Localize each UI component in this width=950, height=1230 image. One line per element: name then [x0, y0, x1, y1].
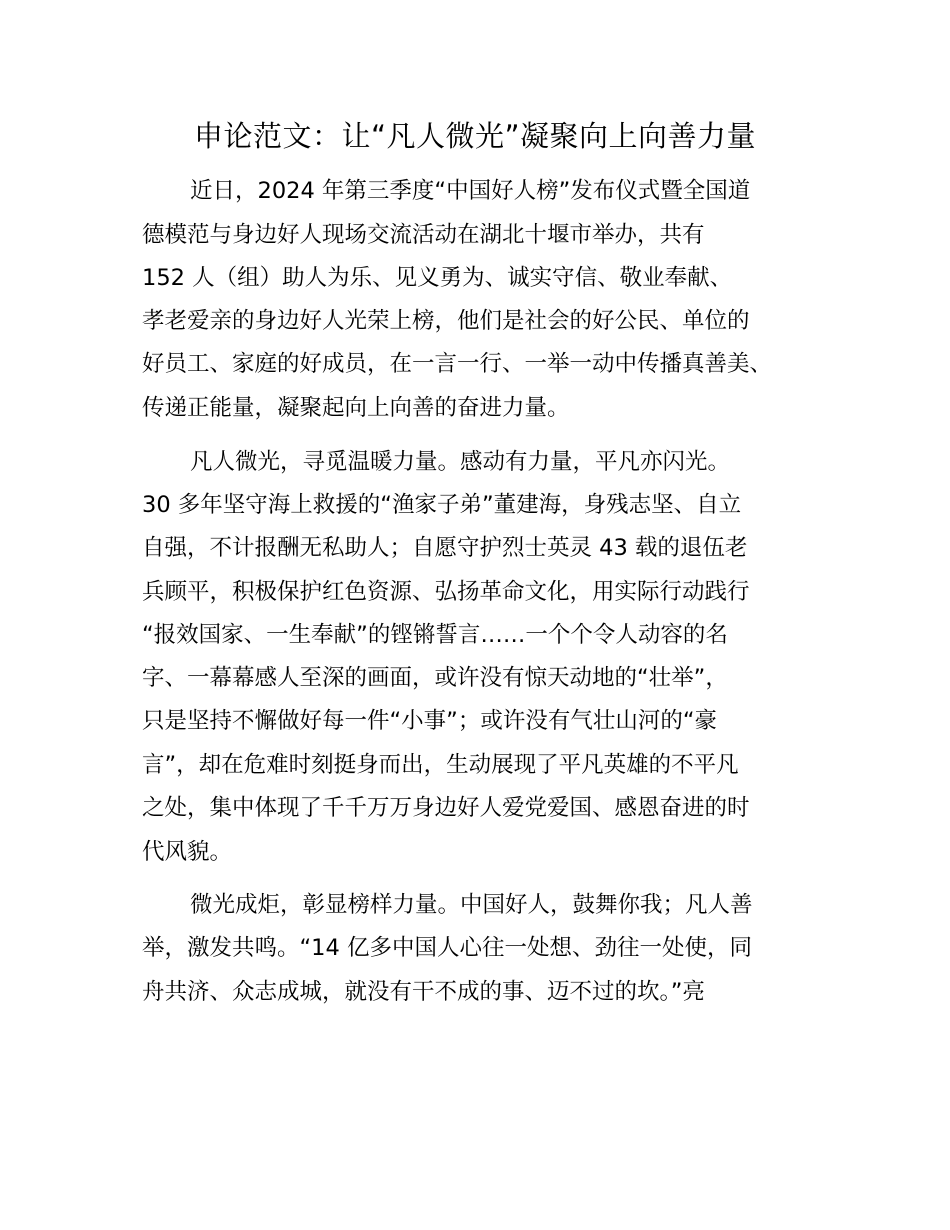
paragraph-1-line-4: 孝老爱亲的身边好人光荣上榜，他们是社会的好公民、单位的	[142, 308, 750, 334]
paragraph-2-line-5: “报效国家、一生奉献”的铿锵誓言……一个个令人动容的名	[142, 622, 728, 648]
paragraph-1-line-3: 152 人（组）助人为乐、见义勇为、诚实守信、敬业奉献、	[142, 265, 733, 291]
paragraph-1-line-5: 好员工、家庭的好成员，在一言一行、一举一动中传播真善美、	[142, 351, 773, 377]
paragraph-2-line-4: 兵顾平，积极保护红色资源、弘扬革命文化，用实际行动践行	[142, 579, 750, 605]
paragraph-1-line-6: 传递正能量，凝聚起向上向善的奋进力量。	[142, 395, 570, 421]
paragraph-3-line-2: 举，激发共鸣。“14 亿多中国人心往一处想、劲往一处使，同	[142, 935, 752, 961]
paragraph-3-line-3: 舟共济、众志成城，就没有干不成的事、迈不过的坎。”亮	[142, 979, 705, 1005]
paragraph-1-line-2: 德模范与身边好人现场交流活动在湖北十堰市举办，共有	[142, 222, 705, 248]
paragraph-2-line-7: 只是坚持不懈做好每一件“小事”；或许没有气壮山河的“豪	[142, 708, 717, 734]
paragraph-2-line-1: 凡人微光，寻觅温暖力量。感动有力量，平凡亦闪光。	[190, 449, 731, 475]
paragraph-2-line-2: 30 多年坚守海上救援的“渔家子弟”董建海，身残志坚、自立	[142, 492, 742, 518]
paragraph-2-line-3: 自强，不计报酬无私助人；自愿守护烈士英灵 43 载的退伍老	[142, 535, 748, 561]
paragraph-1-line-1: 近日，2024 年第三季度“中国好人榜”发布仪式暨全国道	[190, 178, 751, 204]
paragraph-2-line-8: 言”，却在危难时刻挺身而出，生动展现了平凡英雄的不平凡	[142, 752, 739, 778]
paragraph-3-line-1: 微光成炬，彰显榜样力量。中国好人，鼓舞你我；凡人善	[190, 892, 753, 918]
paragraph-2-line-9: 之处，集中体现了千千万万身边好人爱党爱国、感恩奋进的时	[142, 795, 750, 821]
paragraph-2-line-6: 字、一幕幕感人至深的画面，或许没有惊天动地的“壮举”，	[142, 665, 728, 691]
paragraph-2-line-10: 代风貌。	[142, 839, 233, 865]
document-title: 申论范文：让“凡人微光”凝聚向上向善力量	[193, 119, 757, 153]
